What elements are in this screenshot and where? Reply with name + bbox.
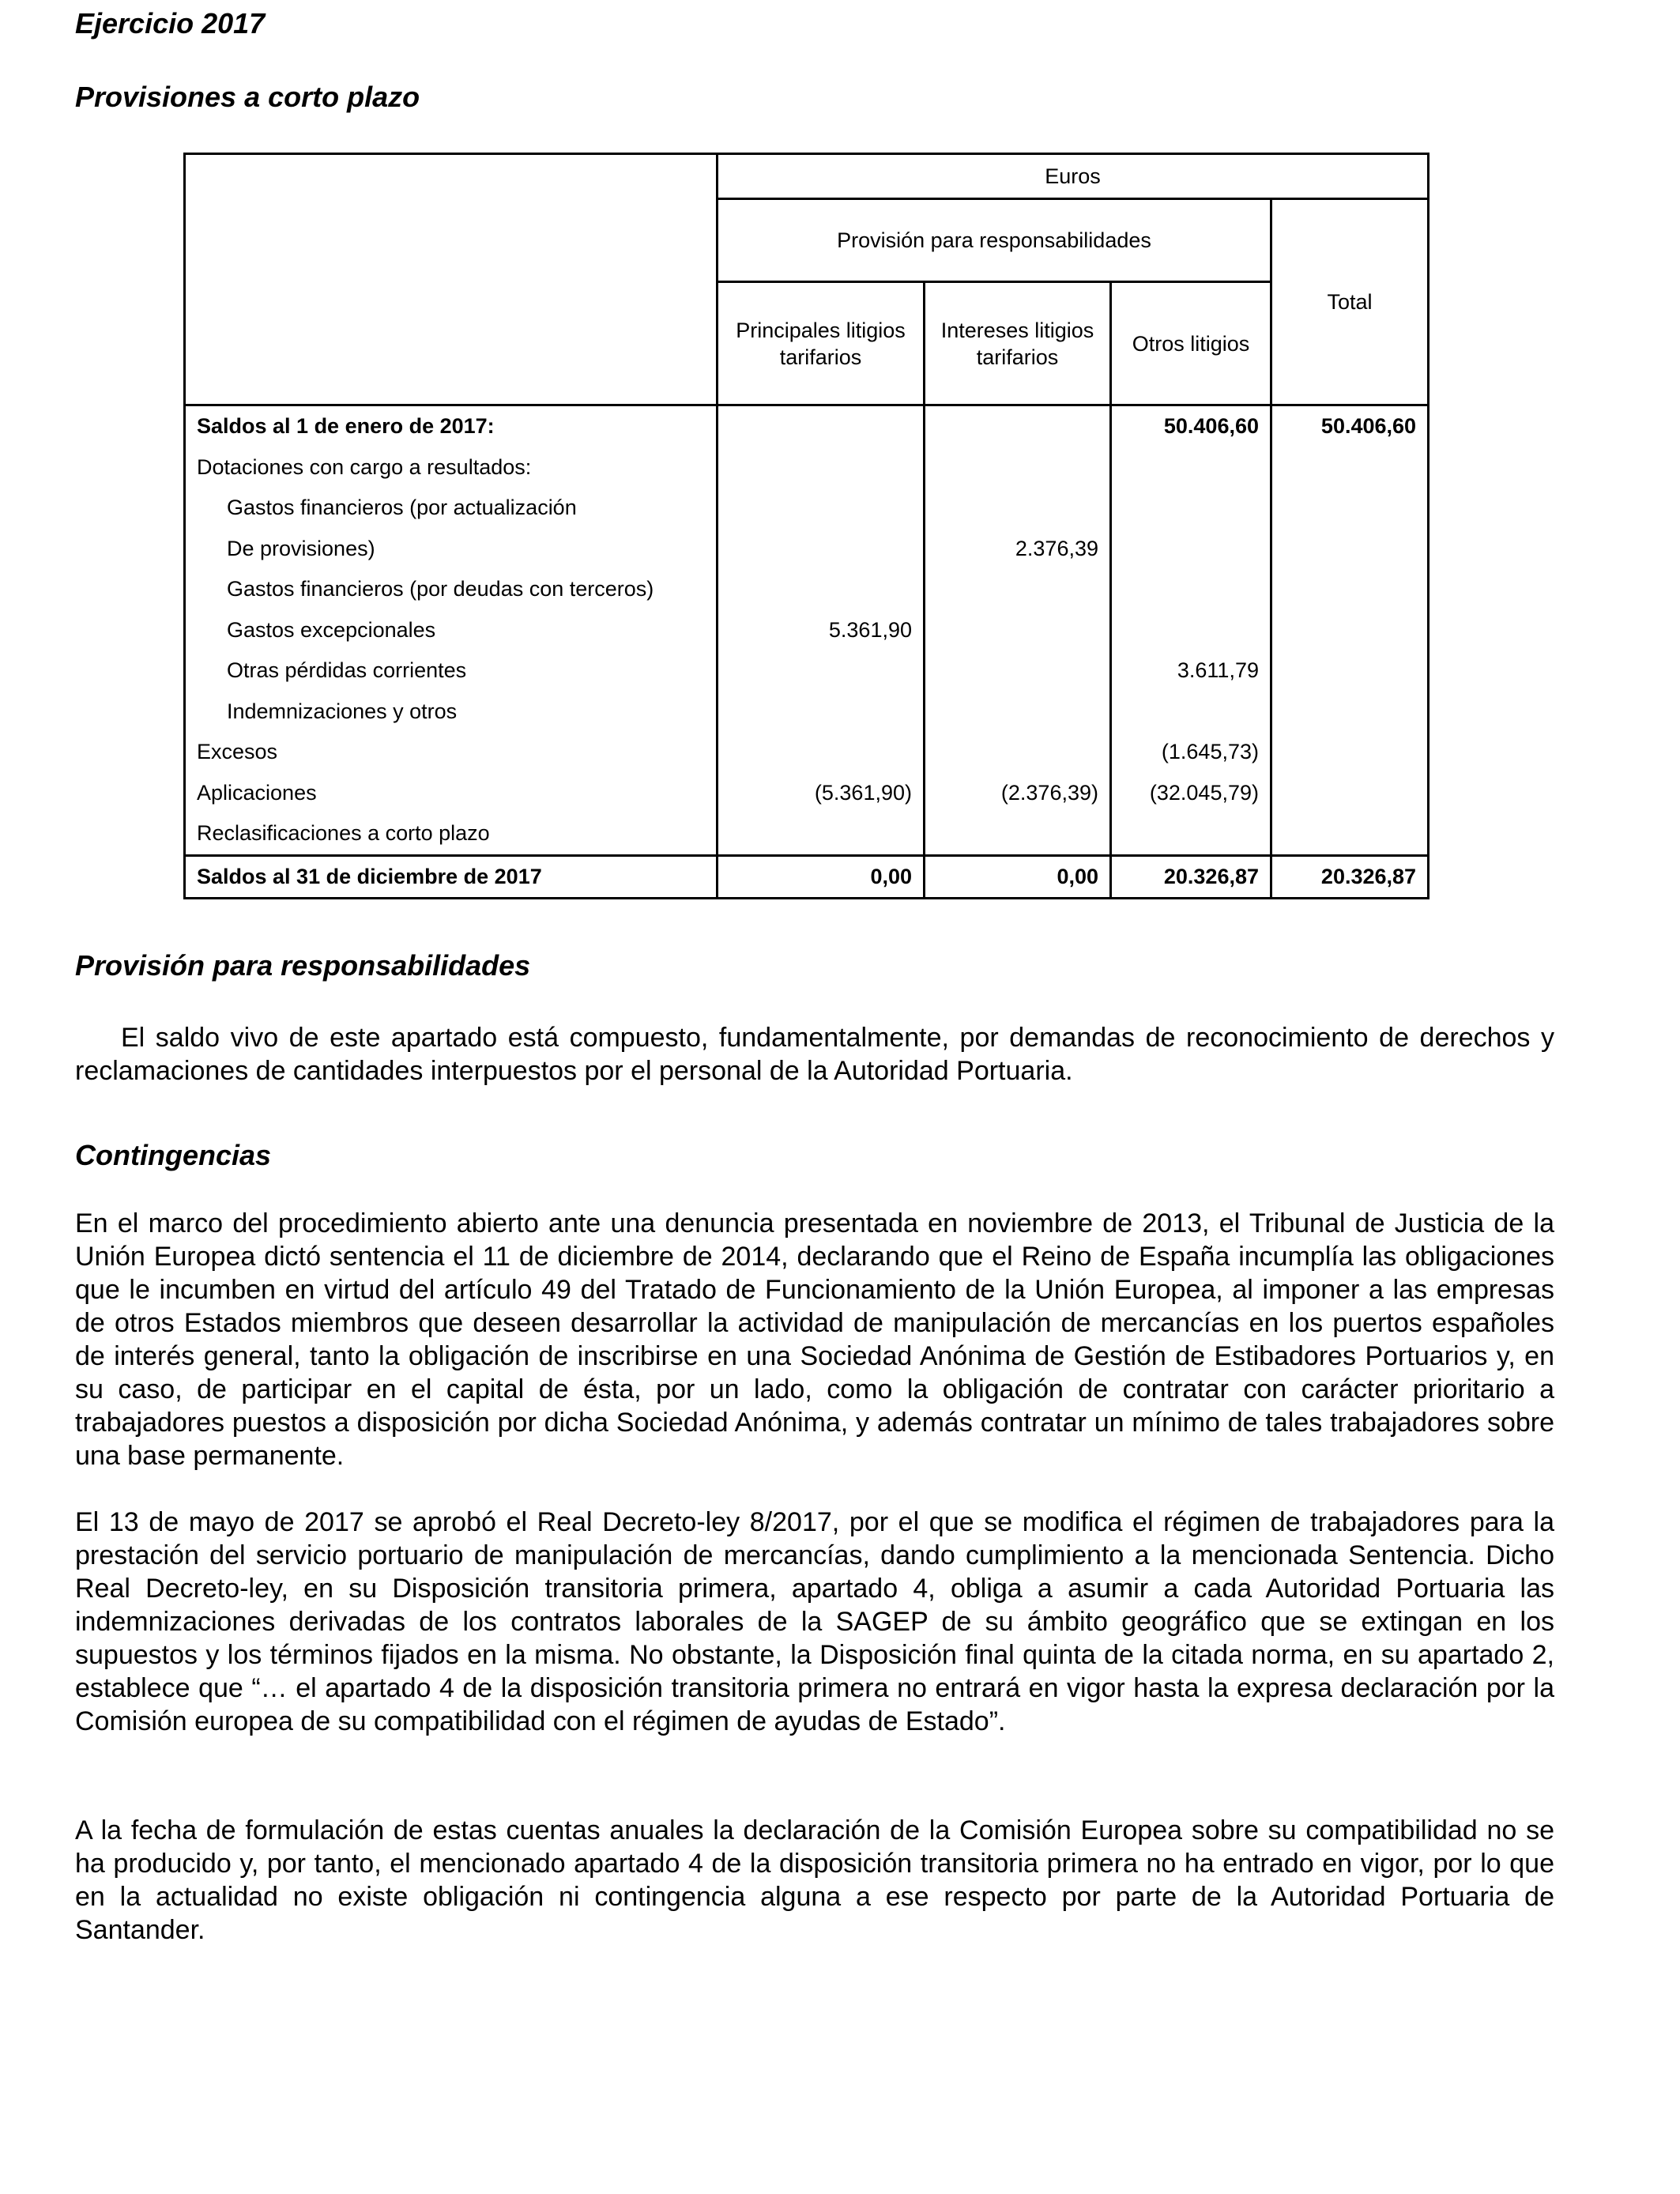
cell-intereses	[925, 447, 1111, 488]
cell-total	[1271, 488, 1429, 529]
header-provision-group: Provisión para responsabilidades	[718, 199, 1271, 282]
cell-otros	[1111, 529, 1271, 570]
cell-otros: (1.645,73)	[1111, 732, 1271, 773]
cell-otros	[1111, 610, 1271, 651]
cell-total	[1271, 692, 1429, 733]
cell-total	[1271, 773, 1429, 814]
cell-principales: 5.361,90	[718, 610, 925, 651]
cell-otros: 3.611,79	[1111, 650, 1271, 692]
provisions-table	[183, 153, 1430, 899]
row-label: Reclasificaciones a corto plazo	[185, 813, 718, 855]
cell-intereses: (2.376,39)	[925, 773, 1111, 814]
paragraph-saldo-vivo: El saldo vivo de este apartado está compuesto, fundamentalmente, por demandas de reconocimiento de derechos y reclamaciones de cantidades interpuestos por el personal de la Autoridad Portuaria.	[75, 1023, 1554, 1086]
table-row	[185, 692, 1429, 733]
table-row	[185, 569, 1429, 610]
cell-intereses	[925, 732, 1111, 773]
section-title-provisiones: Provisiones a corto plazo	[75, 81, 420, 113]
header-intereses: Intereses litigios tarifarios	[925, 282, 1111, 405]
cell-intereses	[925, 569, 1111, 610]
cell-otros	[1111, 447, 1271, 488]
table-row	[185, 732, 1429, 773]
row-label: Dotaciones con cargo a resultados:	[185, 447, 718, 488]
cell-intereses	[925, 650, 1111, 692]
cell-intereses	[925, 610, 1111, 651]
cell-total	[1271, 447, 1429, 488]
cell-principales	[718, 405, 925, 447]
cell-total: 20.326,87	[1271, 855, 1429, 899]
row-label: Gastos financieros (por deudas con terceros)	[185, 569, 718, 610]
cell-total	[1271, 732, 1429, 773]
table-row	[185, 773, 1429, 814]
cell-total	[1271, 529, 1429, 570]
cell-principales	[718, 529, 925, 570]
cell-intereses	[925, 692, 1111, 733]
cell-total: 50.406,60	[1271, 405, 1429, 447]
table-row-total	[185, 855, 1429, 899]
section-title-ejercicio: Ejercicio 2017	[75, 7, 266, 40]
cell-intereses	[925, 405, 1111, 447]
cell-otros	[1111, 569, 1271, 610]
table-row	[185, 447, 1429, 488]
cell-otros	[1111, 692, 1271, 733]
row-label: De provisiones)	[185, 529, 718, 570]
table-row	[185, 813, 1429, 855]
row-label: Indemnizaciones y otros	[185, 692, 718, 733]
cell-principales	[718, 813, 925, 855]
table-row	[185, 610, 1429, 651]
cell-otros	[1111, 813, 1271, 855]
cell-total	[1271, 650, 1429, 692]
cell-total	[1271, 610, 1429, 651]
row-label: Gastos financieros (por actualización	[185, 488, 718, 529]
header-total: Total	[1271, 199, 1429, 405]
header-otros: Otros litigios	[1111, 282, 1271, 405]
header-principales: Principales litigios tarifarios	[718, 282, 925, 405]
cell-intereses	[925, 813, 1111, 855]
table-row	[185, 488, 1429, 529]
cell-principales: 0,00	[718, 855, 925, 899]
section-title-contingencias: Contingencias	[75, 1139, 272, 1171]
table-row	[185, 650, 1429, 692]
table-row	[185, 529, 1429, 570]
row-label: Saldos al 31 de diciembre de 2017	[185, 855, 718, 899]
cell-principales	[718, 650, 925, 692]
cell-otros: 50.406,60	[1111, 405, 1271, 447]
cell-principales	[718, 569, 925, 610]
table-row	[185, 405, 1429, 447]
cell-principales	[718, 447, 925, 488]
paragraph-fecha-formulacion: A la fecha de formulación de estas cuentas anuales la declaración de la Comisión Europea sobre su compatibilidad no se ha producido y, por tanto, el mencionado apartado 4 de la disposición transitoria primera no ha entrado en vigor, por lo que en la actualidad no existe obligación ni contingencia alguna a ese respecto por parte de la Autoridad Portuaria de Santander.	[75, 1815, 1554, 1945]
table-corner	[185, 154, 718, 405]
cell-otros	[1111, 488, 1271, 529]
row-label: Saldos al 1 de enero de 2017:	[185, 405, 718, 447]
row-label: Gastos excepcionales	[185, 610, 718, 651]
paragraph-tribunal: En el marco del procedimiento abierto ante una denuncia presentada en noviembre de 2013, el Tribunal de Justicia de la Unión Europea dictó sentencia el 11 de diciembre de 2014, declarando que el Reino de España incumplía las obligaciones que le incumben en virtud del artículo 49 del Tratado de Funcionamiento de la Unión Europea, al imponer a las empresas de otros Estados miembros que deseen desarrollar la actividad de manipulación de mercancías en los puertos españoles de interés general, tanto la obligación de inscribirse en una Sociedad Anónima de Gestión de Estibadores Portuarios y, en su caso, de participar en el capital de ésta, por un lado, como la obligación de contratar con carácter prioritario a trabajadores puestos a disposición por dicha Sociedad Anónima, y además contratar un mínimo de tales trabajadores sobre una base permanente.	[75, 1208, 1554, 1471]
cell-intereses: 0,00	[925, 855, 1111, 899]
cell-intereses	[925, 488, 1111, 529]
cell-principales	[718, 488, 925, 529]
row-label: Aplicaciones	[185, 773, 718, 814]
cell-otros: 20.326,87	[1111, 855, 1271, 899]
cell-total	[1271, 813, 1429, 855]
cell-total	[1271, 569, 1429, 610]
cell-principales	[718, 692, 925, 733]
section-title-provision-responsabilidades: Provisión para responsabilidades	[75, 949, 531, 982]
cell-principales: (5.361,90)	[718, 773, 925, 814]
header-euros: Euros	[718, 154, 1429, 199]
paragraph-real-decreto: El 13 de mayo de 2017 se aprobó el Real Decreto-ley 8/2017, por el que se modifica el régimen de trabajadores para la prestación del servicio portuario de manipulación de mercancías, dando cumplimiento a la mencionada Sentencia. Dicho Real Decreto-ley, en su Disposición transitoria primera, apartado 4, obliga a asumir a cada Autoridad Portuaria las indemnizaciones derivadas de los contratos laborales de la SAGEP de su ámbito geográfico que se extingan en los supuestos y los términos fijados en la misma. No obstante, la Disposición final quinta de la citada norma, en su apartado 2, establece que “… el apartado 4 de la disposición transitoria primera no entrará en vigor hasta la expresa declaración por la Comisión europea de su compatibilidad con el régimen de ayudas de Estado”.	[75, 1507, 1554, 1736]
row-label: Excesos	[185, 732, 718, 773]
row-label: Otras pérdidas corrientes	[185, 650, 718, 692]
cell-otros: (32.045,79)	[1111, 773, 1271, 814]
cell-principales	[718, 732, 925, 773]
cell-intereses: 2.376,39	[925, 529, 1111, 570]
